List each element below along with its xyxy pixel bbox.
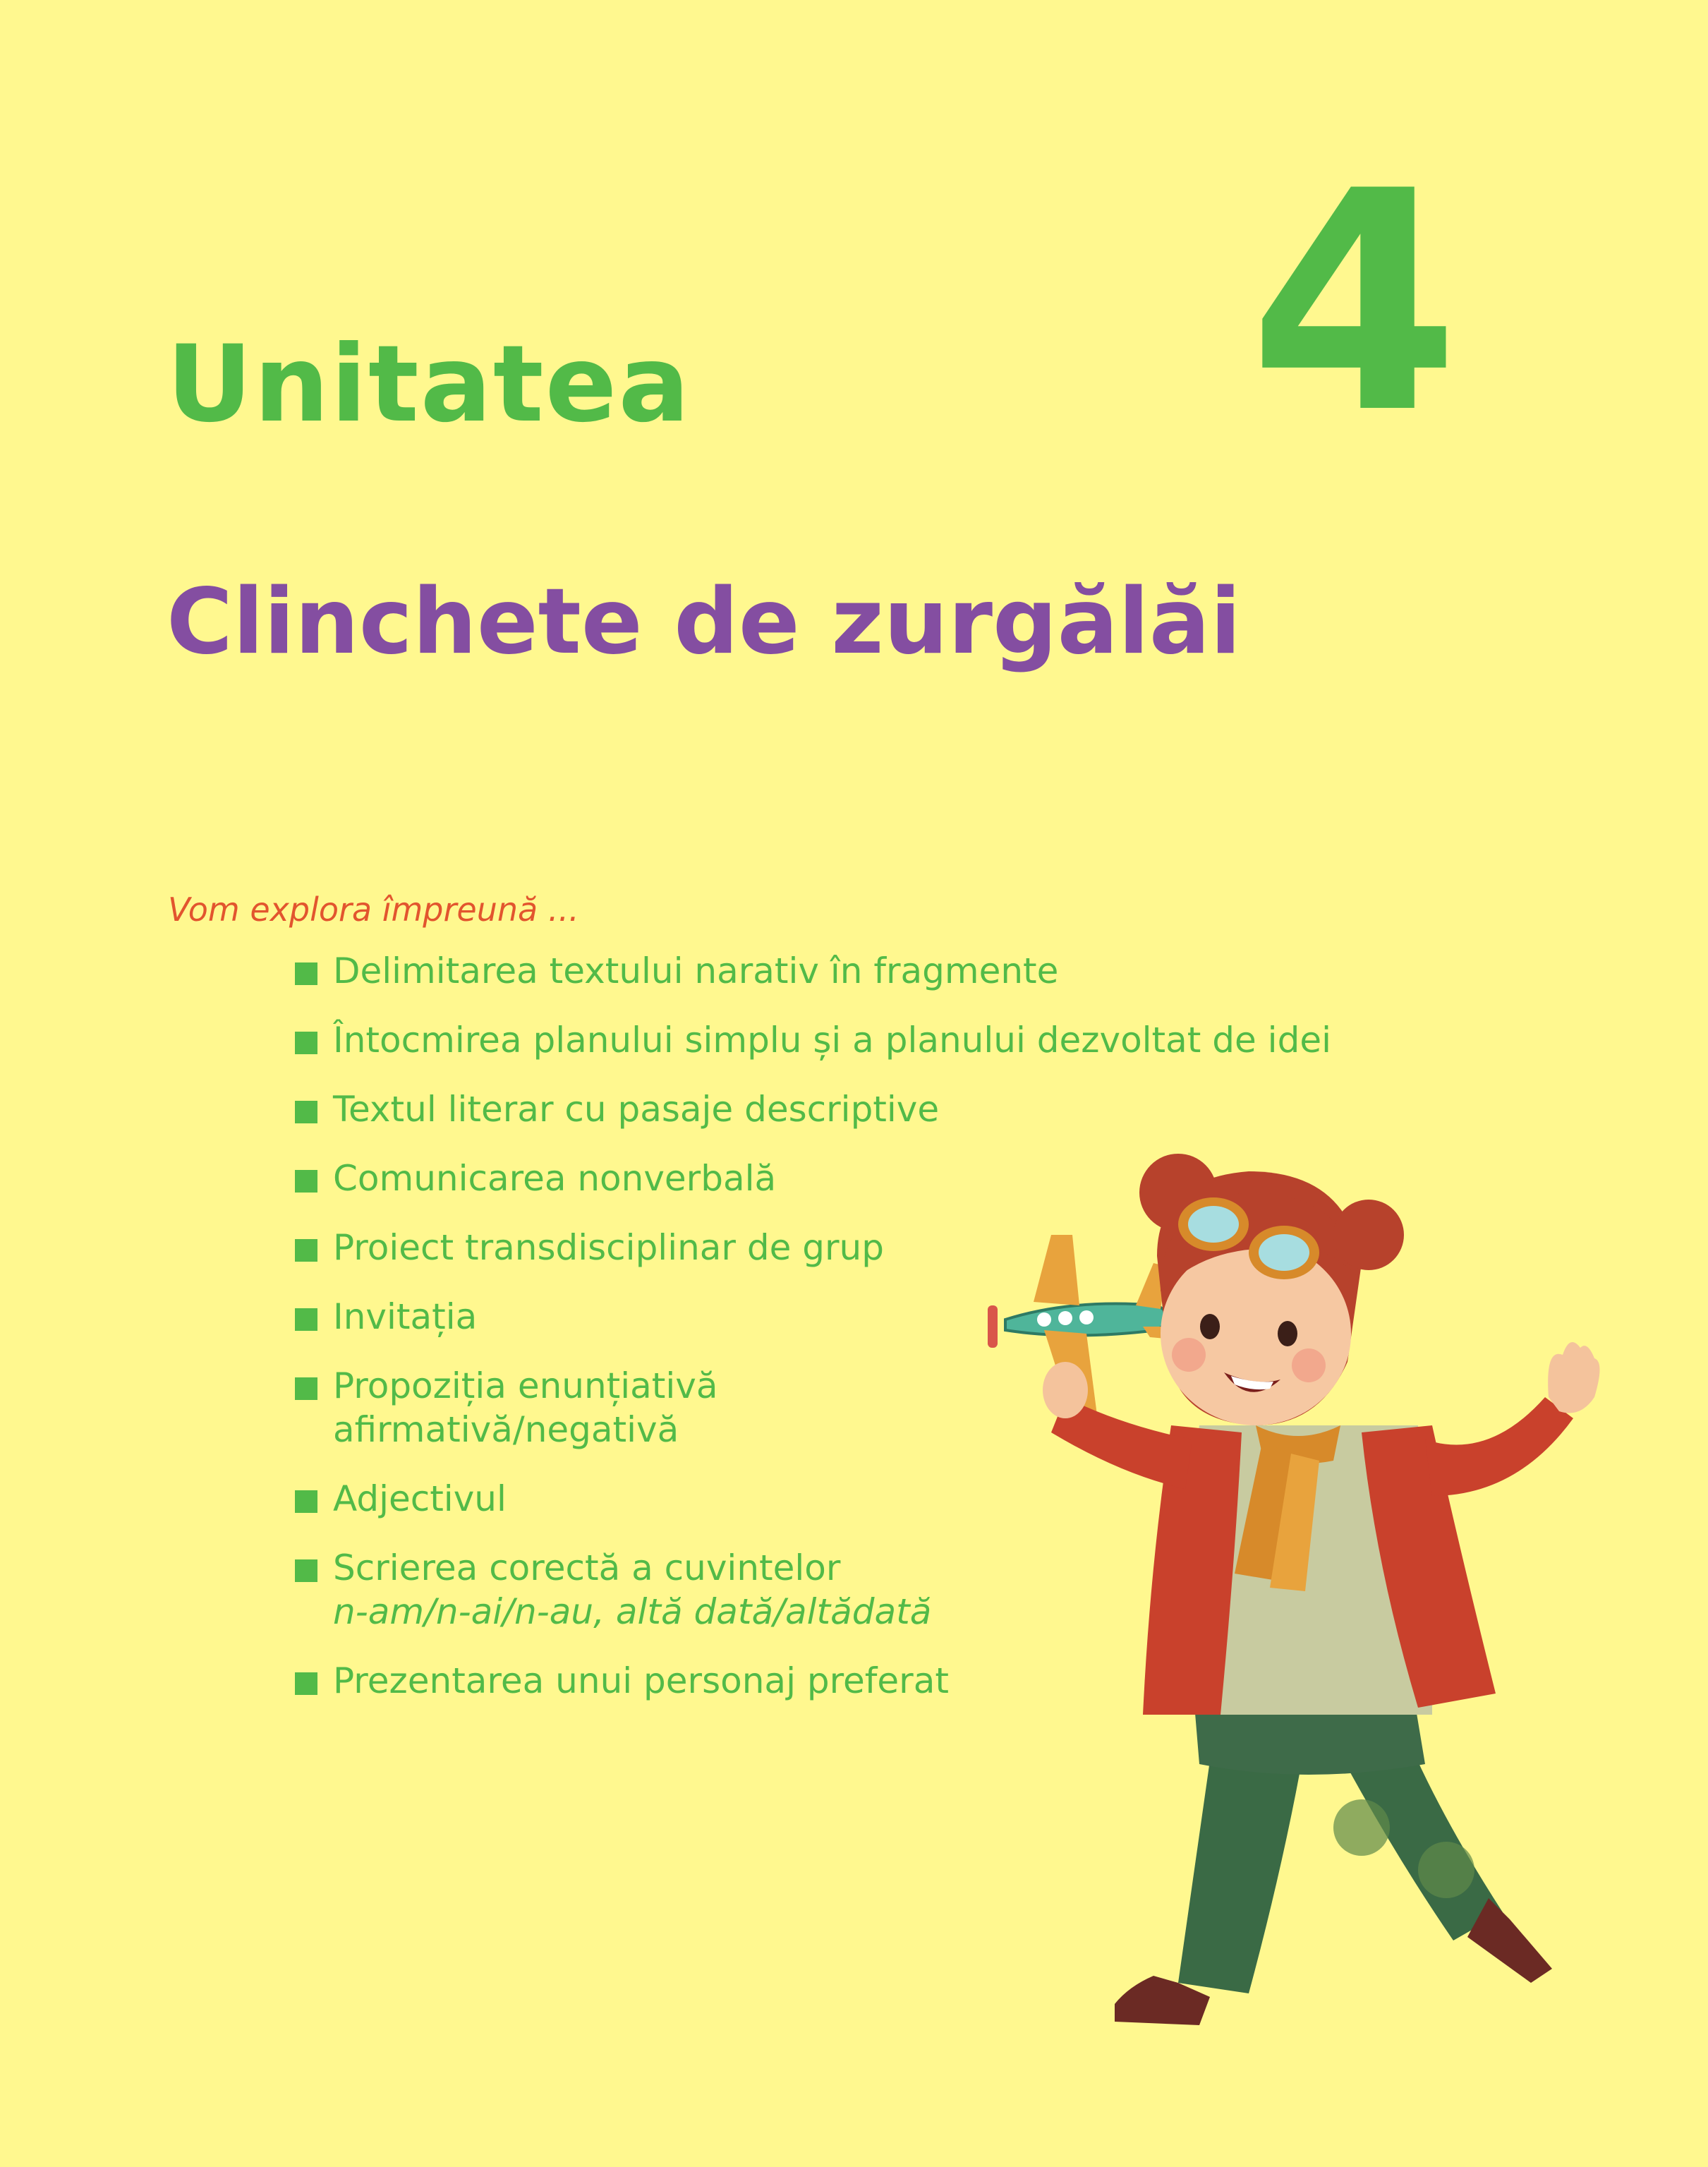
shoes [1115, 1898, 1552, 2025]
square-bullet-icon [295, 1559, 317, 1582]
unit-title: Clinchete de zurgălăi [166, 569, 1242, 675]
list-item-text-examples: n-am/n-ai/n-au, altă dată/altădată [333, 1591, 932, 1632]
list-item-text: Adjectivul [333, 1478, 507, 1519]
list-item-text: Proiect transdisciplinar de grup [333, 1227, 884, 1268]
square-bullet-icon [295, 1672, 317, 1695]
list-item-text: Invitația [333, 1296, 478, 1337]
square-bullet-icon [295, 1490, 317, 1513]
list-item-text: Scrierea corectă a cuvintelor [333, 1547, 841, 1588]
unit-number: 4 [1249, 127, 1460, 480]
child-with-airplane-illustration [967, 1129, 1637, 2060]
square-bullet-icon [295, 1101, 317, 1123]
list-item-text: Textul literar cu pasaje descriptive [333, 1089, 940, 1130]
list-item-text: Întocmirea planului simplu și a planului dezvoltat de idei [333, 1020, 1331, 1061]
square-bullet-icon [295, 962, 317, 985]
square-bullet-icon [295, 1170, 317, 1193]
unit-label: Unitatea [166, 323, 691, 446]
list-item-text: Delimitarea textului narativ în fragmente [333, 950, 1059, 991]
square-bullet-icon [295, 1308, 317, 1331]
list-item [295, 949, 1424, 993]
list-item-text: Comunicarea nonverbală [333, 1158, 777, 1199]
explore-heading: Vom explora împreună ... [168, 891, 579, 929]
legs [1178, 1679, 1503, 1993]
square-bullet-icon [295, 1377, 317, 1400]
square-bullet-icon [295, 1032, 317, 1054]
list-item-text: Propoziția enunțiativă [333, 1365, 718, 1406]
head [1139, 1154, 1404, 1425]
list-item [295, 1018, 1424, 1062]
list-item [295, 1087, 1424, 1131]
square-bullet-icon [295, 1239, 317, 1262]
list-item-text-continued: afirmativă/negativă [333, 1409, 679, 1450]
list-item-text: Prezentarea unui personaj preferat [333, 1660, 949, 1701]
